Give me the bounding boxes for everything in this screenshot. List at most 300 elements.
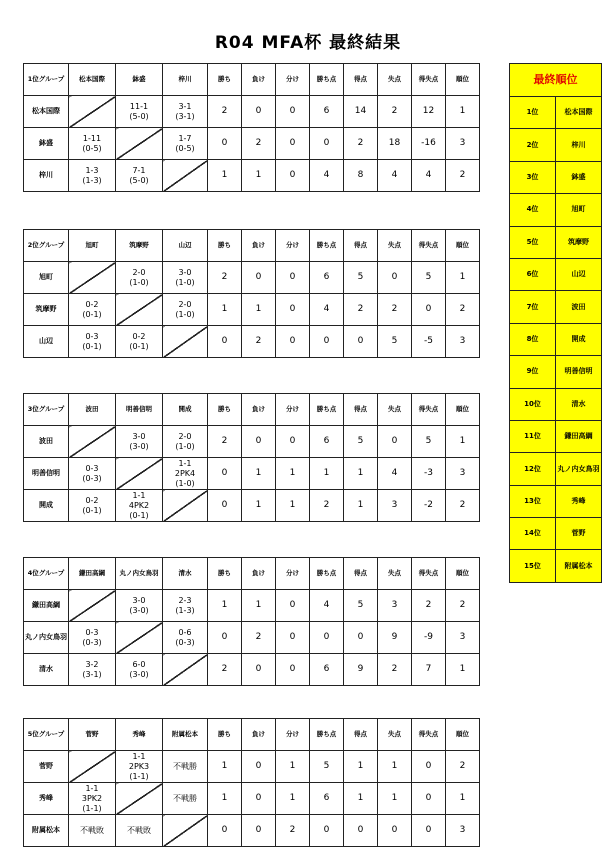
rank-position: 8位 (510, 323, 556, 355)
stat-header: 順位 (446, 64, 480, 96)
stat-value: 6 (310, 262, 344, 294)
rank-team: 開成 (556, 323, 602, 355)
score-line: (0-3) (82, 637, 102, 647)
stat-value: 1 (208, 160, 242, 192)
self-match-cell (69, 426, 116, 458)
score-line: 不戦敗 (80, 825, 104, 835)
stat-header: 得失点 (412, 719, 446, 751)
stat-value: 0 (412, 294, 446, 326)
ranking-row (510, 291, 602, 323)
stat-value: 2 (208, 654, 242, 686)
team-name: 菅野 (24, 751, 69, 783)
stat-header: 勝ち点 (310, 558, 344, 590)
score-line: 1-1 (132, 751, 146, 761)
table-row (24, 458, 480, 490)
stat-value: 0 (276, 160, 310, 192)
stat-header: 負け (242, 230, 276, 262)
score-line: (3-0) (129, 605, 149, 615)
ranking-row (510, 226, 602, 258)
ranking-row (510, 518, 602, 550)
score-line: (5-0) (129, 175, 149, 185)
team-name: 附属松本 (24, 815, 69, 847)
table-row (24, 622, 480, 654)
team-name: 旭町 (24, 262, 69, 294)
score-line: 1-3 (85, 165, 99, 175)
stat-value: 3 (446, 326, 480, 358)
score-line: 3-0 (132, 595, 146, 605)
match-result (116, 426, 163, 458)
stat-header: 分け (276, 64, 310, 96)
rank-team: 鉢盛 (556, 161, 602, 193)
stat-header: 勝ち点 (310, 64, 344, 96)
score-line: (1-1) (82, 803, 102, 813)
team-name: 松本国際 (24, 96, 69, 128)
score-line: 0-6 (178, 627, 192, 637)
table-row (24, 783, 480, 815)
stat-value: 0 (208, 326, 242, 358)
team-name: 清水 (24, 654, 69, 686)
ranking-row (510, 97, 602, 129)
self-match-cell (69, 96, 116, 128)
stat-header: 負け (242, 558, 276, 590)
stat-value: 0 (276, 96, 310, 128)
rank-position: 13位 (510, 485, 556, 517)
score-line: (0-3) (175, 637, 195, 647)
stat-header: 得失点 (412, 558, 446, 590)
stat-header: 得点 (344, 64, 378, 96)
rank-position: 2位 (510, 129, 556, 161)
score-line: 2-0 (178, 431, 192, 441)
stat-value: 0 (344, 622, 378, 654)
score-line: (0-1) (82, 505, 102, 515)
rank-position: 1位 (510, 97, 556, 129)
stat-header: 勝ち点 (310, 230, 344, 262)
match-result (116, 326, 163, 358)
stat-value: 7 (412, 654, 446, 686)
stat-value: 0 (276, 294, 310, 326)
stat-value: 2 (412, 590, 446, 622)
ranking-row (510, 258, 602, 290)
match-result (69, 490, 116, 522)
score-line: (1-3) (82, 175, 102, 185)
self-match-cell (116, 294, 163, 326)
score-line: (3-0) (129, 441, 149, 451)
stat-header: 勝ち (208, 719, 242, 751)
match-result (69, 160, 116, 192)
score-line: 不戦勝 (173, 793, 197, 803)
table-row (24, 326, 480, 358)
rank-position: 10位 (510, 388, 556, 420)
stat-value: -5 (412, 326, 446, 358)
score-line: (1-0) (129, 277, 149, 287)
team-name: 筑摩野 (24, 294, 69, 326)
score-line: (0-1) (82, 341, 102, 351)
ranking-row (510, 420, 602, 452)
stat-value: 1 (344, 458, 378, 490)
score-line: (1-0) (175, 478, 195, 488)
stat-header: 順位 (446, 394, 480, 426)
stat-value: 2 (378, 654, 412, 686)
stat-value: 5 (378, 326, 412, 358)
team-header: 松本国際 (69, 64, 116, 96)
stat-value: 2 (310, 490, 344, 522)
table-header-row (24, 230, 480, 262)
rank-team: 秀峰 (556, 485, 602, 517)
stat-value: 0 (276, 622, 310, 654)
stat-value: 1 (446, 654, 480, 686)
stat-value: -16 (412, 128, 446, 160)
score-line: (5-0) (129, 111, 149, 121)
stat-value: 5 (344, 262, 378, 294)
self-match-cell (163, 654, 208, 686)
rank-team: 波田 (556, 291, 602, 323)
rank-position: 9位 (510, 356, 556, 388)
stat-value: 5 (310, 751, 344, 783)
stat-value: 1 (276, 783, 310, 815)
rank-team: 清水 (556, 388, 602, 420)
stat-value: 0 (276, 426, 310, 458)
score-line: 0-3 (85, 627, 99, 637)
stat-header: 得点 (344, 719, 378, 751)
match-result (116, 654, 163, 686)
stat-value: 14 (344, 96, 378, 128)
table-header-row (24, 64, 480, 96)
stat-header: 順位 (446, 719, 480, 751)
score-line: 1-1 (178, 458, 192, 468)
score-line: 3-0 (132, 431, 146, 441)
table-row (24, 262, 480, 294)
stat-header: 失点 (378, 558, 412, 590)
rank-position: 5位 (510, 226, 556, 258)
rank-team: 明善信明 (556, 356, 602, 388)
stat-value: 6 (310, 96, 344, 128)
stat-value: 6 (310, 783, 344, 815)
rank-position: 3位 (510, 161, 556, 193)
stat-value: 1 (446, 96, 480, 128)
ranking-row (510, 453, 602, 485)
match-result (116, 490, 163, 522)
table-header-row (24, 558, 480, 590)
rank-team: 菅野 (556, 518, 602, 550)
stat-value: 1 (208, 783, 242, 815)
stat-value: 1 (276, 751, 310, 783)
score-line: 3-1 (178, 101, 192, 111)
stat-header: 失点 (378, 719, 412, 751)
stat-value: 1 (344, 783, 378, 815)
score-line: 1-1 (85, 783, 99, 793)
score-line: 3-2 (85, 659, 99, 669)
match-result (69, 622, 116, 654)
stat-value: 2 (276, 815, 310, 847)
self-match-cell (163, 490, 208, 522)
stat-value: 0 (344, 815, 378, 847)
rank-team: 旭町 (556, 194, 602, 226)
stat-value: 0 (344, 326, 378, 358)
stat-value: 1 (242, 490, 276, 522)
stat-header: 勝ち点 (310, 719, 344, 751)
stat-value: 0 (208, 622, 242, 654)
stat-header: 分け (276, 719, 310, 751)
match-result (163, 622, 208, 654)
stat-value: 2 (378, 96, 412, 128)
match-result (163, 458, 208, 490)
stat-value: 0 (276, 128, 310, 160)
team-header: 山辺 (163, 230, 208, 262)
self-match-cell (116, 128, 163, 160)
stat-value: 2 (242, 622, 276, 654)
score-line: 0-2 (85, 495, 99, 505)
ranking-row (510, 388, 602, 420)
stat-value: 0 (276, 262, 310, 294)
stat-value: 1 (242, 458, 276, 490)
stat-value: 2 (242, 326, 276, 358)
stat-header: 負け (242, 64, 276, 96)
stat-header: 分け (276, 230, 310, 262)
stat-value: 0 (242, 815, 276, 847)
stat-value: 3 (378, 590, 412, 622)
match-result (163, 96, 208, 128)
self-match-cell (163, 815, 208, 847)
self-match-cell (163, 160, 208, 192)
stat-value: 2 (208, 426, 242, 458)
score-line: 2-3 (178, 595, 192, 605)
stat-header: 得点 (344, 558, 378, 590)
stat-header: 得点 (344, 230, 378, 262)
team-header: 附属松本 (163, 719, 208, 751)
score-line: 1-11 (82, 133, 102, 143)
stat-value: 0 (310, 815, 344, 847)
match-result (69, 326, 116, 358)
table-row (24, 128, 480, 160)
stat-header: 勝ち (208, 64, 242, 96)
team-header: 筑摩野 (116, 230, 163, 262)
group-label: 1位グループ (24, 64, 69, 96)
final-ranking-title: 最終順位 (510, 64, 602, 97)
stat-header: 失点 (378, 64, 412, 96)
group-table (23, 63, 480, 192)
stat-value: 1 (378, 751, 412, 783)
stat-value: 5 (344, 426, 378, 458)
stat-header: 負け (242, 719, 276, 751)
stat-header: 負け (242, 394, 276, 426)
score-line: (0-5) (175, 143, 195, 153)
stat-value: 6 (310, 426, 344, 458)
stat-value: 1 (208, 590, 242, 622)
match-result (69, 128, 116, 160)
stat-value: 3 (446, 128, 480, 160)
stat-value: 0 (378, 426, 412, 458)
stat-value: 0 (242, 96, 276, 128)
score-line: 0-3 (85, 463, 99, 473)
self-match-cell (69, 751, 116, 783)
stat-header: 勝ち (208, 394, 242, 426)
self-match-cell (163, 326, 208, 358)
table-row (24, 160, 480, 192)
stat-value: 2 (446, 294, 480, 326)
table-row (24, 654, 480, 686)
team-name: 山辺 (24, 326, 69, 358)
stat-value: 0 (242, 262, 276, 294)
group-table (23, 557, 480, 686)
stat-value: 2 (446, 751, 480, 783)
team-name: 梓川 (24, 160, 69, 192)
stat-value: 6 (310, 654, 344, 686)
ranking-row (510, 485, 602, 517)
stat-value: 1 (276, 490, 310, 522)
stat-value: 4 (310, 294, 344, 326)
stat-value: 0 (242, 783, 276, 815)
stat-value: 0 (378, 815, 412, 847)
stat-value: 4 (378, 160, 412, 192)
score-line: 3PK2 (81, 793, 103, 803)
stat-value: 0 (310, 326, 344, 358)
team-name: 丸ノ内女鳥羽 (24, 622, 69, 654)
stat-value: 4 (310, 160, 344, 192)
match-result (163, 128, 208, 160)
group-label: 5位グループ (24, 719, 69, 751)
rank-team: 鎌田高綱 (556, 420, 602, 452)
stat-value: 2 (242, 128, 276, 160)
stat-value: 1 (276, 458, 310, 490)
table-row (24, 490, 480, 522)
match-result (116, 262, 163, 294)
rank-position: 7位 (510, 291, 556, 323)
stat-header: 勝ち (208, 558, 242, 590)
match-result (163, 590, 208, 622)
stat-value: 0 (310, 622, 344, 654)
score-line: (0-5) (82, 143, 102, 153)
table-header-row (24, 394, 480, 426)
rank-team: 松本国際 (556, 97, 602, 129)
ranking-row (510, 194, 602, 226)
team-name: 波田 (24, 426, 69, 458)
table-row (24, 96, 480, 128)
stat-value: 0 (242, 751, 276, 783)
stat-header: 失点 (378, 230, 412, 262)
score-line: (1-0) (175, 441, 195, 451)
match-result (69, 783, 116, 815)
stat-value: 0 (276, 326, 310, 358)
ranking-row (510, 550, 602, 582)
team-header: 菅野 (69, 719, 116, 751)
stat-value: 0 (276, 590, 310, 622)
rank-position: 4位 (510, 194, 556, 226)
stat-value: -3 (412, 458, 446, 490)
team-header: 清水 (163, 558, 208, 590)
stat-value: 0 (276, 654, 310, 686)
match-result (69, 654, 116, 686)
stat-value: 2 (446, 490, 480, 522)
match-result (116, 96, 163, 128)
score-line: 不戦勝 (173, 761, 197, 771)
stat-value: 1 (310, 458, 344, 490)
table-header-row (24, 719, 480, 751)
team-header: 開成 (163, 394, 208, 426)
rank-position: 6位 (510, 258, 556, 290)
stat-value: 5 (344, 590, 378, 622)
stat-value: 4 (412, 160, 446, 192)
stat-value: 1 (446, 262, 480, 294)
stat-value: 1 (344, 490, 378, 522)
stat-value: 1 (242, 294, 276, 326)
rank-position: 11位 (510, 420, 556, 452)
stat-header: 分け (276, 394, 310, 426)
rank-team: 丸ノ内女鳥羽 (556, 453, 602, 485)
score-line: 2PK4 (174, 468, 196, 478)
team-header: 波田 (69, 394, 116, 426)
stat-value: 3 (446, 815, 480, 847)
group-label: 3位グループ (24, 394, 69, 426)
team-header: 鎌田高綱 (69, 558, 116, 590)
stat-value: 0 (412, 815, 446, 847)
stat-value: 0 (310, 128, 344, 160)
team-name: 開成 (24, 490, 69, 522)
stat-value: 2 (446, 160, 480, 192)
table-row (24, 590, 480, 622)
stat-header: 得失点 (412, 230, 446, 262)
stat-value: 1 (242, 590, 276, 622)
rank-team: 筑摩野 (556, 226, 602, 258)
stat-value: 0 (242, 426, 276, 458)
self-match-cell (116, 458, 163, 490)
stat-value: 1 (242, 160, 276, 192)
stat-header: 勝ち点 (310, 394, 344, 426)
stat-value: 0 (412, 751, 446, 783)
score-line: (0-3) (82, 473, 102, 483)
rank-position: 12位 (510, 453, 556, 485)
self-match-cell (69, 262, 116, 294)
group-table (23, 718, 480, 847)
stat-value: 1 (208, 294, 242, 326)
score-line: (3-0) (129, 669, 149, 679)
match-result (116, 751, 163, 783)
score-line: (0-1) (82, 309, 102, 319)
score-line: 11-1 (129, 101, 149, 111)
team-header: 秀峰 (116, 719, 163, 751)
score-line: 0-3 (85, 331, 99, 341)
stat-value: 4 (378, 458, 412, 490)
team-header: 鉢盛 (116, 64, 163, 96)
match-result (69, 458, 116, 490)
stat-value: 1 (378, 783, 412, 815)
stat-value: 2 (344, 128, 378, 160)
team-name: 明善信明 (24, 458, 69, 490)
stat-value: 0 (208, 458, 242, 490)
score-line: 2-0 (132, 267, 146, 277)
stat-value: 0 (412, 783, 446, 815)
score-line: (1-1) (129, 771, 149, 781)
stat-value: 1 (208, 751, 242, 783)
match-result (163, 426, 208, 458)
team-name: 秀峰 (24, 783, 69, 815)
match-result (163, 262, 208, 294)
stat-value: 0 (208, 815, 242, 847)
stat-value: 2 (446, 590, 480, 622)
stat-value: 9 (344, 654, 378, 686)
stat-value: 12 (412, 96, 446, 128)
table-row (24, 751, 480, 783)
stat-value: 0 (208, 490, 242, 522)
table-row (24, 426, 480, 458)
score-line: 1-7 (178, 133, 192, 143)
team-header: 旭町 (69, 230, 116, 262)
match-result (163, 294, 208, 326)
stat-header: 分け (276, 558, 310, 590)
score-line: 2-0 (178, 299, 192, 309)
match-result (69, 294, 116, 326)
stat-value: 3 (378, 490, 412, 522)
rank-position: 15位 (510, 550, 556, 582)
